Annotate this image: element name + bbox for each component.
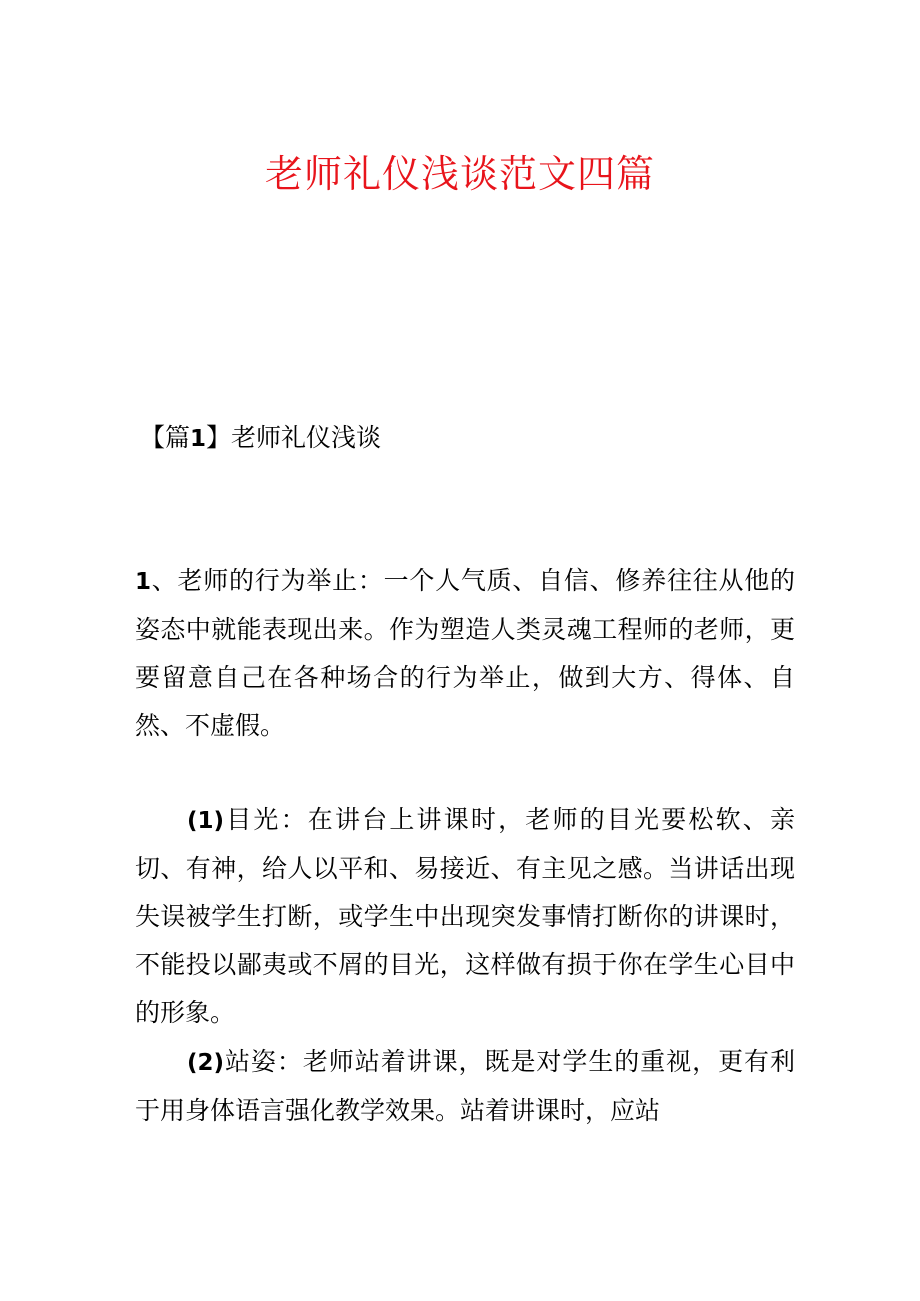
- paragraph-number: (1): [187, 808, 225, 834]
- section-heading-text: 老师礼仪浅谈: [231, 423, 382, 452]
- section-number: 1: [190, 426, 207, 452]
- paragraph-text: 、老师的行为举止：一个人气质、自信、修养往往从他的姿态中就能表现出来。作为塑造人类灵魂工程师的老师，更要留意自己在各种场合的行为举止，做到大方、得体、自然、不虚假。: [135, 566, 795, 740]
- paragraph-text: 目光：在讲台上讲课时，老师的目光要松软、亲切、有神，给人以平和、易接近、有主见之感。当讲话出现失误被学生打断，或学生中出现突发事情打断你的讲课时，不能投以鄙夷或不屑的目光，这样做有损于你在学生心目中的形象。: [135, 805, 795, 1027]
- document-title: 老师礼仪浅谈范文四篇: [264, 152, 655, 196]
- paragraph-gaze: [135, 796, 795, 1037]
- section-bracket-close: 】: [206, 423, 232, 452]
- paragraph-number: (2): [187, 1050, 225, 1076]
- paragraph-number: 1: [135, 569, 152, 595]
- section-heading: [140, 418, 381, 459]
- section-bracket-open: 【篇: [140, 423, 191, 452]
- paragraph-text: 站姿：老师站着讲课，既是对学生的重视，更有利于用身体语言强化教学效果。站着讲课时，应站: [135, 1047, 795, 1125]
- paragraph-posture: [135, 1038, 795, 1135]
- paragraph-conduct: [135, 557, 795, 750]
